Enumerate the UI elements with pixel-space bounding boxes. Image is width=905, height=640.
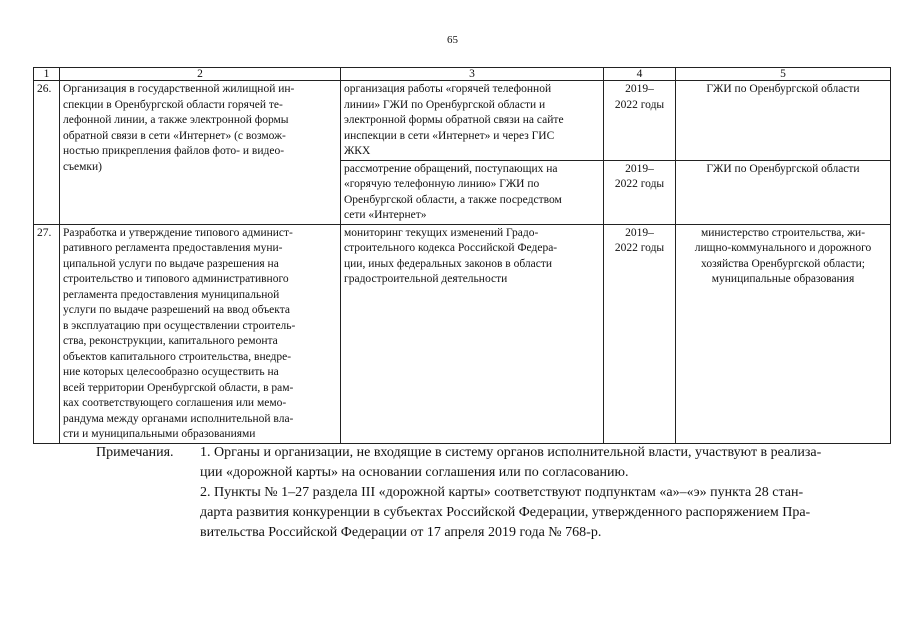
note-1-text: 1. Органы и организации, не входящие в систему органов исполнительной власти, участвуют в реализа- <box>200 445 822 460</box>
implementation-period: 2019– 2022 годы <box>604 224 676 443</box>
notes-label: Примечания. <box>96 445 174 460</box>
action-description: организация работы «горячей телефонной линии» ГЖИ по Оренбургской области и электронной формы обратной связи на сайте инспекции в сети «Интернет» и через ГИС ЖКХ <box>341 81 604 161</box>
note-1-first-line <box>96 443 876 463</box>
responsible-party: министерство строительства, жи- лищно-коммунального и дорожного хозяйства Оренбургской области; муниципальные образования <box>676 224 891 443</box>
note-2-continuation: дарта развития конкуренции в субъектах Российской Федерации, утвержденного распоряжением Пра- <box>200 505 811 520</box>
column-header-5: 5 <box>676 68 891 81</box>
note-1-continuation: ции «дорожной карты» на основании соглашения или по согласованию. <box>200 465 629 480</box>
column-header-2: 2 <box>60 68 341 81</box>
page-number: 65 <box>447 34 458 46</box>
notes-section <box>96 443 876 543</box>
responsible-party: ГЖИ по Оренбургской области <box>676 160 891 224</box>
table-header-row <box>34 68 891 81</box>
row-number: 26. <box>34 81 60 225</box>
measure-description: Разработка и утверждение типового админист- ративного регламента предоставления муни- ципальной услуги по выдаче разрешения на строительство и типового административного регламента предоставления муниципальной услуги по выдаче разрешений на ввод объекта в эксплуатацию при осуществлении строитель- ства, реконструкции, капитального ремонта объектов капитального строительства, внедре- ние которых целесообразно осуществить на всей территории Оренбургской области, в рам- ках соответствующего соглашения или мемо- рандума между органами исполнительной вла- сти и муниципальными образованиями <box>60 224 341 443</box>
note-2-text: 2. Пункты № 1–27 раздела III «дорожной карты» соответствуют подпунктам «а»–«э» пункта 28 стан- <box>200 485 804 500</box>
column-header-1: 1 <box>34 68 60 81</box>
implementation-period: 2019– 2022 годы <box>604 160 676 224</box>
responsible-party: ГЖИ по Оренбургской области <box>676 81 891 161</box>
column-header-3: 3 <box>341 68 604 81</box>
action-description: мониторинг текущих изменений Градо- строительного кодекса Российской Федера- ции, иных федеральных законов в области градостроительной деятельности <box>341 224 604 443</box>
measure-description: Организация в государственной жилищной ин- спекции в Оренбургской области горячей те- лефонной линии, а также электронной формы обратной связи в сети «Интернет» (с возмож- ностью прикрепления файлов фото- и видео- съемки) <box>60 81 341 225</box>
roadmap-table <box>33 67 891 444</box>
table-row <box>34 81 891 161</box>
implementation-period: 2019– 2022 годы <box>604 81 676 161</box>
table-row <box>34 224 891 443</box>
column-header-4: 4 <box>604 68 676 81</box>
action-description: рассмотрение обращений, поступающих на «горячую телефонную линию» ГЖИ по Оренбургской области, а также посредством сети «Интернет» <box>341 160 604 224</box>
note-2-continuation: вительства Российской Федерации от 17 апреля 2019 года № 768-р. <box>200 525 602 540</box>
row-number: 27. <box>34 224 60 443</box>
